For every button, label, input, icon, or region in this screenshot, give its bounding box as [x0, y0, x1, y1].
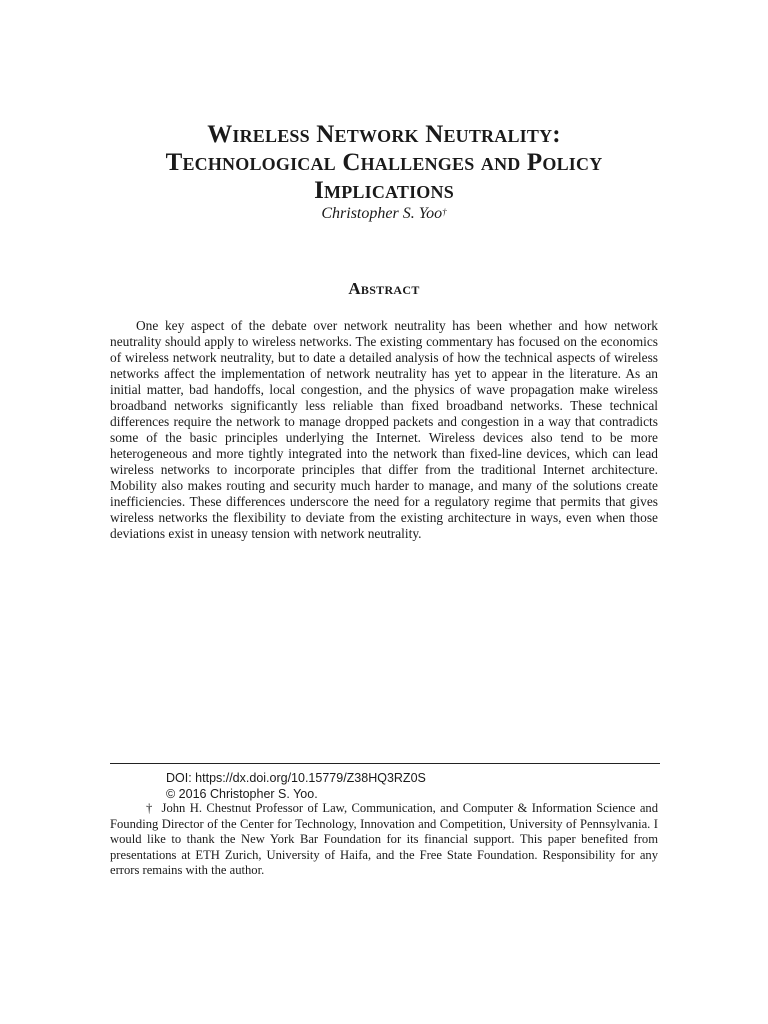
title-line: Wireless Network Neutrality: — [207, 121, 561, 148]
author-footnote — [110, 801, 658, 879]
author-footnote-text: John H. Chestnut Professor of Law, Communication, and Computer & Information Science and Founding Director of the Center for Technology, Innovation and Competition, University of Pennsylvania. I would like to thank the New York Bar Foundation for its financial support. This paper benefited from presentations at ETH Zurich, University of Haifa, and the Free State Foundation. Responsibility for any errors remains with the author. — [110, 801, 658, 878]
copyright-line: © 2016 Christopher S. Yoo. — [166, 787, 318, 801]
abstract-body: One key aspect of the debate over network neutrality has been whether and how network neutrality should apply to wireless networks. The existing commentary has focused on the economics of wireless network neutrality, but to date a detailed analysis of how the technical aspects of wireless networks affect the implementation of network neutrality has yet to appear in the literature. As an initial matter, bad handoffs, local congestion, and the physics of wave propagation make wireless broadband networks significantly less reliable than fixed broadband networks. These technical differences require the network to manage dropped packets and congestion in a way that contradicts some of the basic principles underlying the Internet. Wireless devices also tend to be more heterogeneous and more tightly integrated into the network than fixed-line devices, which can lead wireless networks to incorporate principles that differ from the traditional Internet architecture. Mobility also makes routing and security much harder to manage, and many of the solutions create inefficiencies. These differences underscore the need for a regulatory regime that permits that gives wireless networks the flexibility to deviate from the existing architecture in ways, even when those deviations exist in uneasy tension with network neutrality. — [110, 318, 658, 541]
title-line: Implications — [314, 177, 454, 204]
doi-line: DOI: https://dx.doi.org/10.15779/Z38HQ3RZ0S — [166, 771, 426, 785]
author-line — [110, 204, 658, 224]
paper-title — [110, 121, 658, 205]
footnote-dagger: † — [146, 801, 154, 815]
author-name: Christopher S. Yoo — [321, 205, 443, 222]
title-line: Technological Challenges and Policy — [165, 149, 603, 176]
footnote-divider — [110, 763, 660, 764]
author-footnote-mark: † — [442, 207, 447, 217]
abstract-heading: Abstract — [348, 279, 420, 298]
